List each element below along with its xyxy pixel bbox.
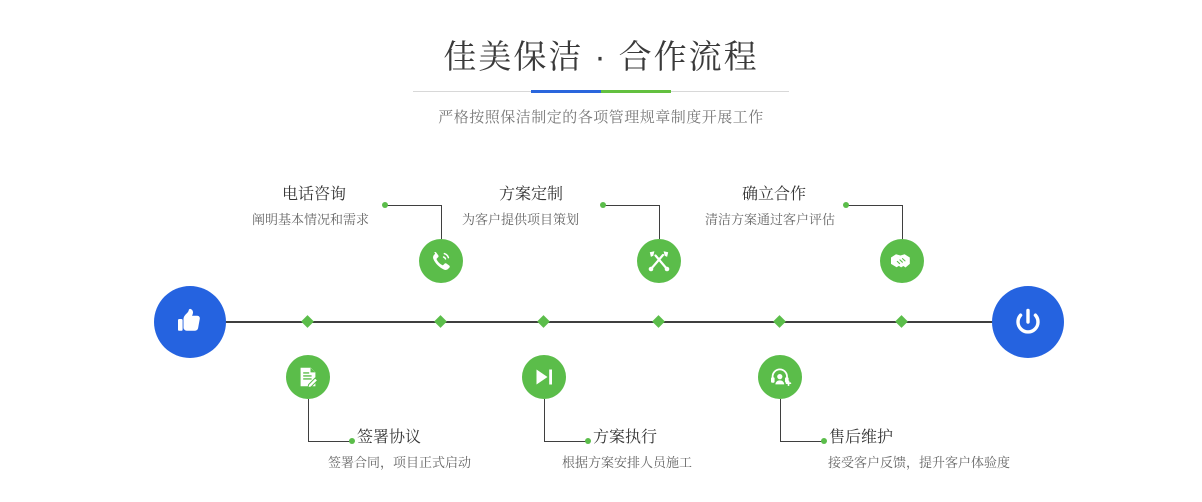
step-title-4: 方案执行 — [593, 429, 658, 446]
step-label-4 — [562, 428, 693, 473]
connector-dot-6 — [821, 438, 827, 444]
step-label-6 — [829, 428, 1010, 473]
step-desc-3: 为客户提供项目策划 — [462, 212, 580, 227]
step-icon-document-edit — [286, 355, 330, 399]
step-icon-headset-add — [758, 355, 802, 399]
step-desc-5: 清洁方案通过客户评估 — [705, 212, 836, 227]
step-icon-handshake — [880, 239, 924, 283]
connector-vertical-1 — [441, 205, 442, 239]
step-desc-1: 阐明基本情况和需求 — [252, 212, 370, 227]
step-icon-phone-ring — [419, 239, 463, 283]
connector-horizontal-4 — [544, 441, 588, 442]
connector-dot-1 — [382, 202, 388, 208]
connector-vertical-6 — [780, 399, 781, 441]
tools-icon — [646, 248, 672, 274]
axis-diamond-4 — [537, 315, 550, 328]
step-icon-play-forward — [522, 355, 566, 399]
play-forward-icon — [532, 365, 556, 389]
page-subtitle: 严格按照保洁制定的各项管理规章制度开展工作 — [438, 109, 764, 126]
step-icon-tools — [637, 239, 681, 283]
connector-vertical-5 — [902, 205, 903, 239]
timeline-end-node — [992, 286, 1064, 358]
step-title-5: 确立合作 — [741, 186, 806, 203]
handshake-icon — [889, 248, 915, 274]
connector-dot-5 — [843, 202, 849, 208]
step-label-2 — [328, 428, 472, 473]
step-title-6: 售后维护 — [829, 429, 894, 446]
step-label-1 — [252, 185, 376, 230]
step-desc-6: 接受客户反馈，提升客户体验度 — [828, 455, 1011, 470]
step-title-2: 签署协议 — [357, 429, 422, 446]
timeline-start-node — [154, 286, 226, 358]
thumbs-up-icon — [170, 302, 210, 342]
step-title-1: 电话咨询 — [281, 186, 346, 203]
axis-diamond-3 — [652, 315, 665, 328]
power-icon — [1008, 302, 1048, 342]
axis-diamond-5 — [895, 315, 908, 328]
connector-horizontal-2 — [308, 441, 352, 442]
connector-dot-4 — [585, 438, 591, 444]
step-desc-2: 签署合同，项目正式启动 — [328, 455, 472, 470]
connector-horizontal-1 — [385, 205, 441, 206]
connector-vertical-3 — [659, 205, 660, 239]
connector-vertical-4 — [544, 399, 545, 441]
axis-diamond-6 — [773, 315, 786, 328]
axis-diamond-2 — [301, 315, 314, 328]
page-title: 佳美保洁 · 合作流程 — [443, 38, 759, 75]
step-label-5 — [705, 185, 843, 230]
axis-diamond-1 — [434, 315, 447, 328]
connector-vertical-2 — [308, 399, 309, 441]
document-edit-icon — [296, 365, 320, 389]
connector-horizontal-6 — [780, 441, 824, 442]
step-desc-4: 根据方案安排人员施工 — [562, 455, 693, 470]
step-label-3 — [462, 185, 600, 230]
phone-ring-icon — [428, 248, 454, 274]
connector-horizontal-5 — [846, 205, 902, 206]
connector-horizontal-3 — [603, 205, 659, 206]
step-title-3: 方案定制 — [498, 186, 563, 203]
connector-dot-3 — [600, 202, 606, 208]
connector-dot-2 — [349, 438, 355, 444]
headset-add-icon — [768, 365, 792, 389]
